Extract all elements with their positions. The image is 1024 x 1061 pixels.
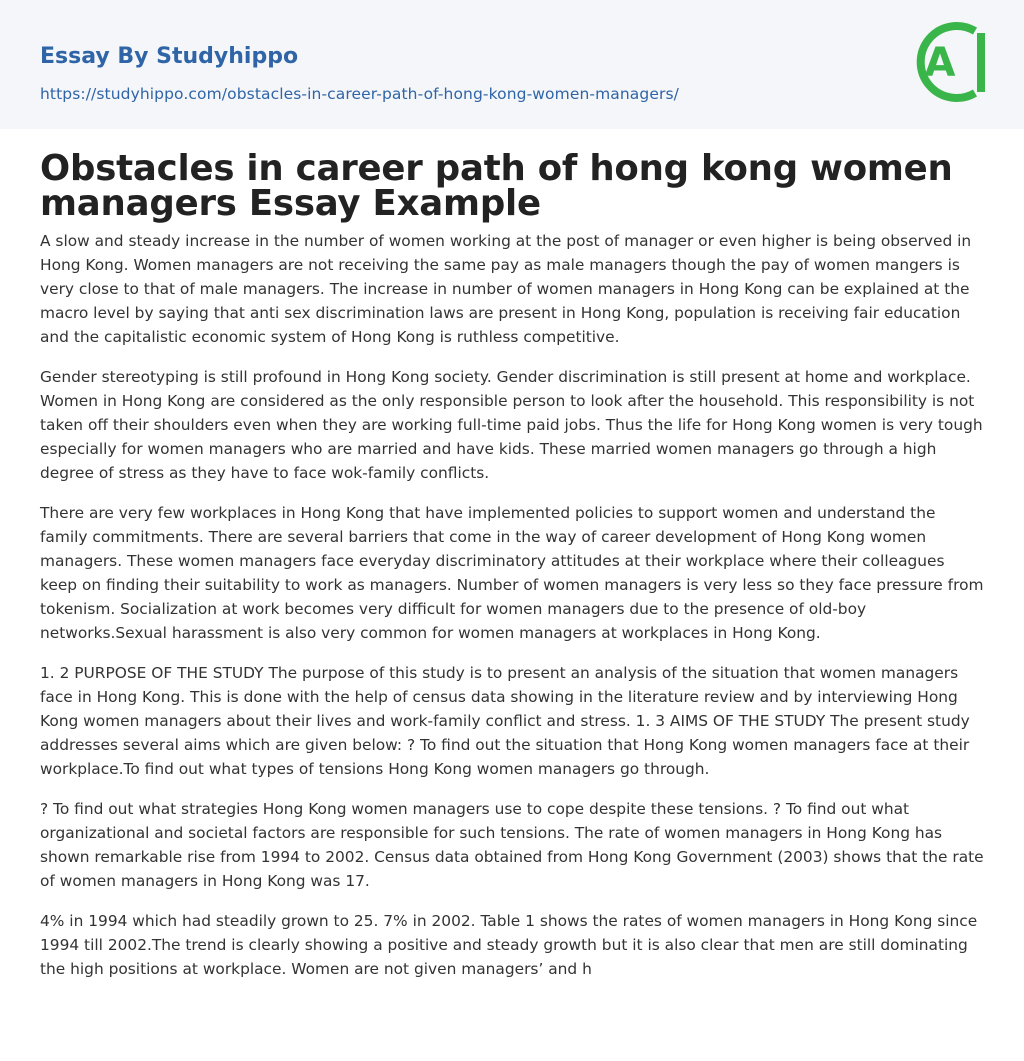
site-header <box>0 0 1024 129</box>
article-paragraph-5: ? To find out what strategies Hong Kong women managers use to cope despite these tensions. ? To find out what organizational and societal factors are responsible for such tensions. The rate of women managers in Hong Kong has shown remarkable rise from 1994 to 2002. Census data obtained from Hong Kong Government (2003) shows that the rate of women managers in Hong Kong was 17. <box>40 800 984 890</box>
article-paragraph-1: A slow and steady increase in the number of women working at the post of manager or even higher is being observed in Hong Kong. Women managers are not receiving the same pay as male managers though the pay of women mangers is very close to that of male managers. The increase in number of women managers in Hong Kong can be explained at the macro level by saying that anti sex discrimination laws are present in Hong Kong, population is receiving fair education and the capitalistic economic system of Hong Kong is ruthless competitive. <box>40 232 972 346</box>
logo-letter: A <box>924 40 956 86</box>
article-paragraph-3: There are very few workplaces in Hong Kong that have implemented policies to support women and understand the family commitments. There are several barriers that come in the way of career development of Hong Kong women managers. These women managers face everyday discriminatory attitudes at their workplace where their colleagues keep on finding their suitability to work as managers. Number of women managers is very less so they face pressure from tokenism. Socialization at work becomes very difficult for women managers due to the presence of old-boy networks.Sexual harassment is also very common for women managers at workplaces in Hong Kong. <box>40 504 984 642</box>
essay-url-link[interactable]: https://studyhippo.com/obstacles-in-career-path-of-hong-kong-women-managers/ <box>40 85 679 103</box>
article-paragraph-6: 4% in 1994 which had steadily grown to 25. 7% in 2002. Table 1 shows the rates of women managers in Hong Kong since 1994 till 2002.The trend is clearly showing a positive and steady growth but it is also clear that men are still dominating the high positions at workplace. Women are not given managers’ and h <box>40 912 978 978</box>
article-paragraph-2: Gender stereotyping is still profound in Hong Kong society. Gender discrimination is still present at home and workplace. Women in Hong Kong are considered as the only responsible person to look after the household. This responsibility is not taken off their shoulders even when they are working full-time paid jobs. Thus the life for Hong Kong women is very tough especially for women managers who are married and have kids. These married women managers go through a high degree of stress as they have to face wok-family conflicts. <box>40 368 983 482</box>
studyhippo-logo-icon[interactable] <box>913 19 985 105</box>
brand-title[interactable]: Essay By Studyhippo <box>40 44 299 69</box>
page-title: Obstacles in career path of hong kong women managers Essay Example <box>40 148 953 224</box>
article-paragraph-4: 1. 2 PURPOSE OF THE STUDY The purpose of this study is to present an analysis of the situation that women managers face in Hong Kong. This is done with the help of census data showing in the literature review and by interviewing Hong Kong women managers about their lives and work-family conflict and stress. 1. 3 AIMS OF THE STUDY The present study addresses several aims which are given below: ? To find out the situation that Hong Kong women managers face at their workplace.To find out what types of tensions Hong Kong women managers go through. <box>40 664 970 778</box>
article <box>0 148 1024 981</box>
